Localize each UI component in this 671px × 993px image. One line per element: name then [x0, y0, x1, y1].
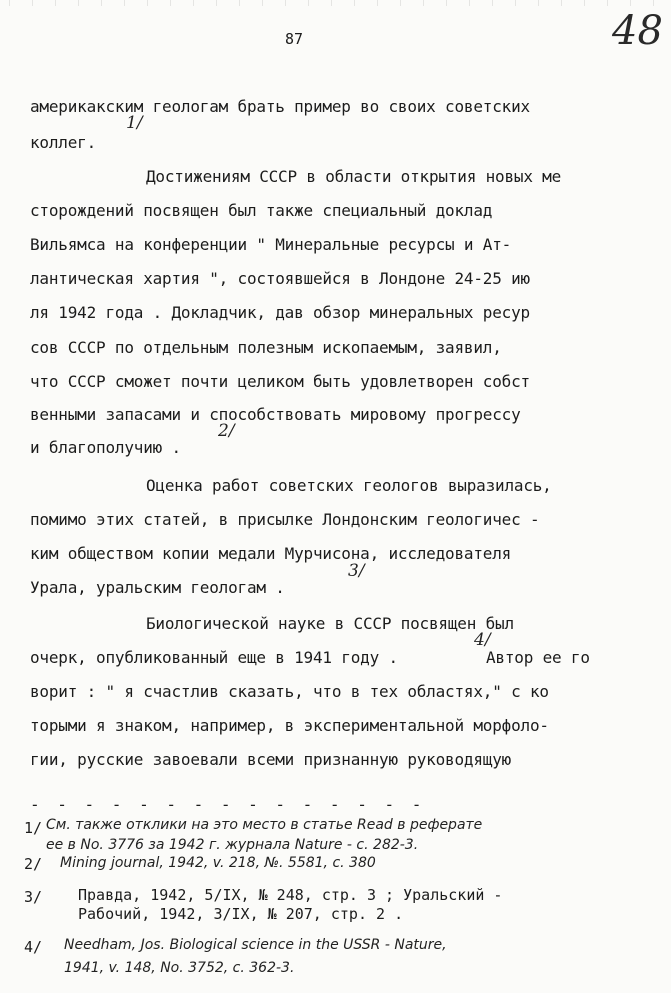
- body-line: сторождений посвящен был также специальный доклад: [30, 201, 493, 220]
- body-line: ким обществом копии медали Мурчисона, исследователя: [30, 544, 512, 563]
- footnote-text: 1941, v. 148, No. 3752, с. 362-3.: [64, 960, 295, 976]
- footnote-mark: 3/: [24, 888, 43, 906]
- footnote-text: Рабочий, 1942, 3/IX, № 207, стр. 2 .: [78, 905, 404, 923]
- footnote-text: ее в No. 3776 за 1942 г. журнала Nature - с. 282-3.: [46, 837, 419, 853]
- footnote-mark: 1/: [24, 819, 43, 837]
- body-line: сов СССР по отдельным полезным ископаемым, заявил,: [30, 338, 502, 357]
- footnote-separator: - - - - - - - - - - - - - - -: [30, 795, 426, 814]
- footnote-ref-4: 4/: [474, 630, 491, 650]
- body-line: ля 1942 года . Докладчик, дав обзор минеральных ресур: [30, 303, 530, 322]
- footnote-text: Mining journal, 1942, v. 218, №. 5581, с. 380: [60, 855, 376, 871]
- footnote-text: Правда, 1942, 5/IX, № 248, стр. 3 ; Уральский -: [78, 886, 503, 904]
- body-line: Урала, уральским геологам .: [30, 578, 285, 597]
- body-line: торыми я знаком, например, в экспериментальной морфоло-: [30, 716, 549, 735]
- body-line: что СССР сможет почти целиком быть удовлетворен собст: [30, 372, 530, 391]
- body-line: венными запасами и способствовать мировому прогрессу: [30, 405, 521, 424]
- body-line: гии, русские завоевали всеми признанную руководящую: [30, 750, 512, 769]
- body-line: коллег.: [30, 133, 97, 152]
- body-line: Вильямса на конференции " Минеральные ресурсы и Ат-: [30, 235, 512, 254]
- footnote-mark: 2/: [24, 855, 43, 873]
- footnote-mark: 4/: [24, 938, 43, 956]
- footnote-ref-1: 1/: [126, 113, 143, 133]
- handwritten-folio-number: 48: [612, 8, 663, 54]
- page-number: 87: [285, 30, 304, 48]
- footnote-ref-2: 2/: [218, 421, 235, 441]
- footnote-ref-3: 3/: [348, 561, 365, 581]
- body-line: и благополучию .: [30, 438, 181, 457]
- body-line: Биологической науке в СССР посвящен был: [146, 614, 514, 633]
- body-line: америкакским геологам брать пример во своих советских: [30, 97, 530, 116]
- body-line: лантическая хартия ", состоявшейся в Лондоне 24-25 ию: [30, 269, 530, 288]
- body-line: Автор ее го: [486, 648, 590, 667]
- body-line: Оценка работ советских геологов выразилась,: [146, 476, 552, 495]
- body-line: очерк, опубликованный еще в 1941 году .: [30, 648, 398, 667]
- scan-edge-noise: [0, 0, 671, 6]
- footnote-text: Needham, Jos. Biological science in the USSR - Nature,: [64, 937, 447, 953]
- footnote-text: См. также отклики на это место в статье Read в реферате: [46, 817, 483, 833]
- body-line: ворит : " я счастлив сказать, что в тех областях," с ко: [30, 682, 549, 701]
- body-line: помимо этих статей, в присылке Лондонским геологичес -: [30, 510, 540, 529]
- body-line: Достижениям СССР в области открытия новых ме: [146, 167, 562, 186]
